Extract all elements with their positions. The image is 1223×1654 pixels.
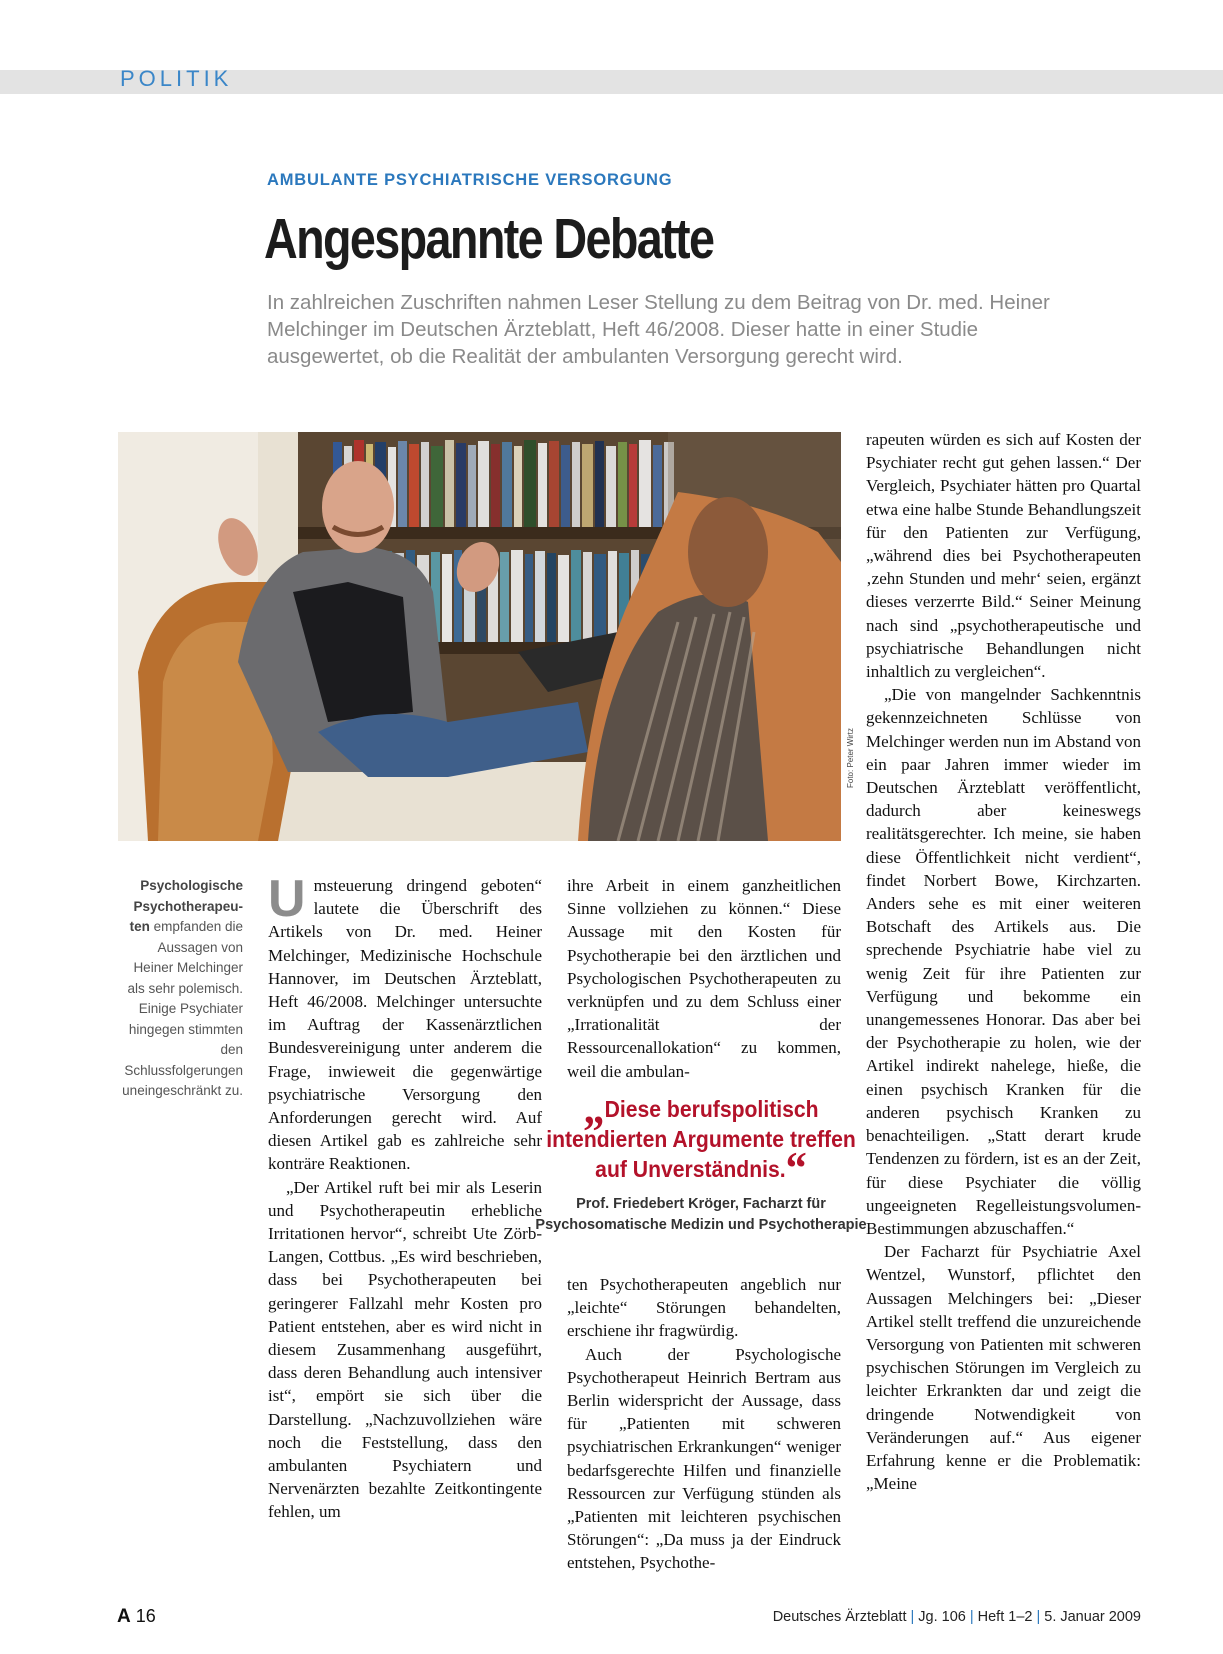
article-lead: In zahlreichen Zuschriften nahmen Leser Stellung zu dem Beitrag von Dr. med. Heiner Melchinger im Deutschen Ärzteblatt, Heft 46/2008. Dieser hatte in einer Studie ausgewertet, ob die Realität der ambulanten Versorgung gerecht wird.	[267, 291, 1050, 368]
article-kicker: AMBULANTE PSYCHIATRISCHE VERSORGUNG	[267, 171, 673, 189]
article-title: Angespannte Debatte	[264, 207, 714, 271]
col3-paragraph-1: rapeuten würden es sich auf Kosten der Psychiater recht gut gehen lassen.“ Der Vergleich, Psychiater hätten pro Quartal etwa eine halbe Stunde Behandlungszeit für den Patienten zur Verfügung, „während dies bei Psychotherapeuten ‚zehn Stunden und mehr‘ seien, ergänzt dieses verzerrte Bild.“ Seiner Meinung nach sind „psychotherapeutische und psychiatrische Behandlungen nicht inhaltlich zu vergleichen“.	[866, 430, 1141, 682]
photo-illustration	[118, 432, 841, 841]
pull-quote-source: Prof. Friedebert Kröger, Facharzt für Psychosomatische Medizin und Psychotherapie	[535, 1196, 867, 1233]
journal-name: Deutsches Ärzteblatt	[772, 1609, 907, 1625]
drop-cap: U	[268, 870, 306, 928]
footer-separator: |	[910, 1609, 915, 1625]
photo-credit: Foto: Peter Wirtz	[846, 727, 855, 788]
close-quote-mark: “	[785, 1142, 807, 1193]
col2-paragraph-b2: Auch der Psychologische Psychotherapeut Heinrich Bertram aus Berlin widerspricht der Aussage, dass für „Patienten mit schweren psychiatrischen Erkrankungen“ weniger bedarfsgerechte Hilfen und finanzielle Ressourcen zur Verfügung stünden als „Patienten mit leichteren psychischen Störungen“: „Da muss ja der Eindruck entstehen, Psychothe-	[567, 1344, 841, 1573]
journal-volume: Jg. 106	[918, 1609, 966, 1625]
page-number-value: 16	[135, 1606, 156, 1626]
pull-quote-block	[516, 1082, 886, 1236]
footer-separator: |	[969, 1609, 974, 1625]
page-number	[117, 1606, 156, 1628]
col3-paragraph-3: Der Facharzt für Psychiatrie Axel Wentzel, Wunstorf, pflichtet den Aussagen Melchingers bei: „Dieser Artikel stellt treffend die unzureichende Versorgung von Patienten mit schweren psychischen Störungen im Vergleich zu leichter Erkrankten dar und zeigt die dringende Notwendigkeit von Veränderungen auf.“ Aus eigener Erfahrung kenne er die Problematik: „Meine	[866, 1242, 1141, 1494]
col1-paragraph-2: „Der Artikel ruft bei mir als Leserin und Psychotherapeutin erhebliche Irritationen hervor“, schreibt Ute Zörb-Langen, Cottbus. „Es wird beschrieben, dass bei Psychotherapeuten bei geringerer Fallzahl mehr Kosten pro Patient entstehen, aber es wird nicht in diesem Zusammenhang ausgeführt, dass deren Behandlung auch intensiver ist“, empört sie sich über die Darstellung. „Nachzuvollziehen wäre noch die Feststellung, dass den ambulanten Psychiatern und Nervenärzten bezahlte Zeitkontingente fehlen, um	[268, 1177, 542, 1522]
col2-paragraph-top: ihre Arbeit in einem ganzheitlichen Sinne vollziehen zu können.“ Diese Aussage mit den Kosten für Psychotherapie bei den ärztlichen und Psychologischen Psychotherapeuten zu verknüpfen und zu dem Schluss einer „Irrationalität der Ressourcenallokation“ zu kommen, weil die ambulan-	[567, 876, 841, 1081]
col2-paragraph-b1: ten Psychotherapeuten angeblich nur „leichte“ Störungen behandelten, erschiene ihr fragwürdig.	[567, 1275, 841, 1341]
caption-bold: Psychologische Psychotherapeu-ten	[129, 878, 243, 934]
body-column-2-bottom	[567, 1273, 841, 1575]
journal-footer	[773, 1609, 1141, 1625]
body-column-2-top	[567, 874, 841, 1083]
open-quote-mark: „	[583, 1082, 605, 1133]
journal-date: 5. Januar 2009	[1044, 1609, 1141, 1625]
col1-paragraph-1: msteuerung dringend geboten“ lautete die Überschrift des Artikels von Dr. med. Heiner Melchinger, Medizinische Hochschule Hannover, im Deutschen Ärzteblatt, Heft 46/2008. Melchinger untersuchte im Auftrag der Kassenärztlichen Bundesvereinigung unter anderem die Frage, inwieweit die gegenwärtige psychiatrische Versorgung den Anforderungen gerecht wird. Auf diesen Artikel gab es zahlreiche sehr konträre Reaktionen.	[268, 876, 542, 1174]
pull-quote-text: Diese berufspolitisch intendierten Argumente treffen auf Unverständnis.	[546, 1096, 856, 1182]
article-photo	[118, 432, 841, 841]
body-column-3	[866, 428, 1141, 1495]
page-prefix: A	[117, 1606, 131, 1627]
footer-separator: |	[1036, 1609, 1041, 1625]
journal-issue: Heft 1–2	[977, 1609, 1033, 1625]
body-column-1	[268, 870, 542, 1524]
caption-text: empfanden die Aussagen von Heiner Melchinger als sehr polemisch. Einige Psychiater hingegen stimmten den Schlussfolgerungen uneingeschränkt zu.	[122, 919, 243, 1098]
photo-caption	[118, 876, 243, 1102]
section-label: POLITIK	[120, 66, 233, 91]
col3-paragraph-2: „Die von mangelnder Sachkenntnis gekennzeichneten Schlüsse von Melchinger werden nun im Abstand von ein paar Jahren immer wieder im Deutschen Ärzteblatt veröffentlicht, dadurch aber keineswegs realitätsgerechter. Ich meine, sie haben diese Öffentlichkeit nicht verdient“, findet Norbert Bowe, Kirchzarten. Anders sehe es mit einer weiteren Botschaft des Artikels aus. Die sprechende Psychiatrie habe viel zu wenig Zeit für ihre Patienten zur Verfügung und bekomme ein unangemessenes Honorar. Das aber bei der Psychotherapie zu holen, wie der Artikel indirekt nahelege, hieße, die einen psychisch Kranken für die anderen psychisch Kranken zu benachteiligen. „Statt derart krude Tendenzen zu fördern, ist es an der Zeit, für diese Psychiater die völlig ungeeigneten Regelleistungsvolumen-Bestimmungen abzuschaffen.“	[866, 685, 1141, 1238]
pull-quote	[531, 1082, 871, 1193]
